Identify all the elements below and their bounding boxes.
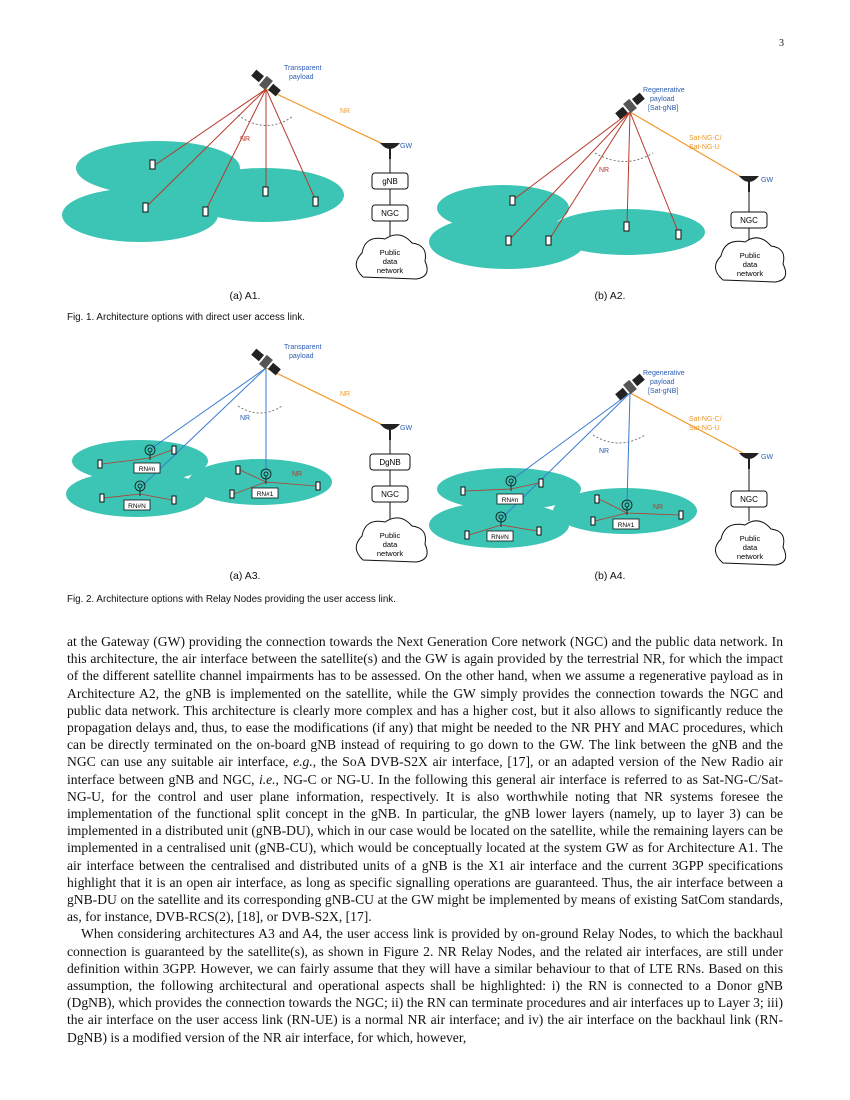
figure-a2 xyxy=(425,78,805,298)
svg-text:RN#N: RN#N xyxy=(128,503,146,510)
svg-text:NR: NR xyxy=(240,136,251,143)
svg-text:GW: GW xyxy=(400,425,413,432)
paragraph-1 xyxy=(67,633,783,925)
svg-text:Regenerativepayload[Sat-gNB]: Regenerative payload [Sat-gNB] xyxy=(643,370,685,395)
svg-text:Publicdatanetwork: Public data network xyxy=(376,248,404,275)
svg-text:GW: GW xyxy=(761,177,774,184)
svg-text:NR: NR xyxy=(292,471,303,478)
dish-icon xyxy=(380,143,400,159)
svg-text:Sat-NG-C/Sat-NG-U: Sat-NG-C/ Sat-NG-U xyxy=(689,135,722,151)
figure-a3 xyxy=(60,338,440,568)
svg-text:GW: GW xyxy=(761,454,774,461)
paragraph-1-text-b: , the SoA DVB-S2X air interface, [17], or an adapted version of the New Radio air interface between gNB and NGC, xyxy=(67,754,783,787)
figure-caption-2: Fig. 2. Architecture options with Relay Nodes providing the user access link. xyxy=(67,594,396,605)
svg-text:NR: NR xyxy=(340,391,351,398)
svg-text:RN#n: RN#n xyxy=(138,466,156,473)
subfigure-label-a4: (b) A4. xyxy=(594,570,626,582)
subfigure-label-a2: (b) A2. xyxy=(594,290,626,302)
svg-text:NGC: NGC xyxy=(381,209,399,218)
subfigure-label-a3: (a) A3. xyxy=(229,570,261,582)
figure-a4 xyxy=(425,365,805,575)
svg-text:Publicdatanetwork: Public data network xyxy=(376,531,404,558)
body-text xyxy=(67,633,783,1046)
svg-text:NR: NR xyxy=(340,108,351,115)
svg-text:Publicdatanetwork: Public data network xyxy=(736,251,764,278)
svg-text:Sat-NG-C/Sat-NG-U: Sat-NG-C/ Sat-NG-U xyxy=(689,416,722,432)
subfigure-label-a1: (a) A1. xyxy=(229,290,261,302)
emphasis-ie: i.e. xyxy=(258,771,276,787)
dish-icon xyxy=(739,453,759,469)
svg-text:GW: GW xyxy=(400,143,413,150)
svg-text:gNB: gNB xyxy=(382,177,398,186)
svg-text:Publicdatanetwork: Public data network xyxy=(736,534,764,561)
svg-text:RN#1: RN#1 xyxy=(617,522,635,529)
paragraph-1-text-c: , NG-C or NG-U. In the following this general air interface is referred to as Sat-NG-C/Sat-NG-U, for the control and user plane information, respectively. It is also worthwhile noting that NR systems foresee the implementation of the functional split concept in the gNB. In particular, the gNB lower layers (namely, up to layer 3) can be implemented in a distributed unit (gNB-DU), which in our case would be located on the satellite, while the remaining layers can be implemented in a centralised unit (gNB-CU), which would be conceptually located at the system GW as for Architecture A1. The air interface between the centralised and distributed units of a gNB is the X1 air interface and the current 3GPP specifications highlight that it is an open air interface, as long as specific signalling operations are guaranteed. Thus, the air interface between a gNB-DU on the satellite and its corresponding gNB-CU at the GW might be implemented by means of existing SatCom standards, as, for instance, DVB-RCS(2), [18], or DVB-S2X, [17]. xyxy=(67,771,783,925)
paragraph-1-text-a: at the Gateway (GW) providing the connection towards the Next Generation Core network (NGC) and the public data network. In this architecture, the air interface between the satellite(s) and the GW is again provided by the terrestrial NR, for which the impact of the different satellite channel impairments has to be assessed. On the other hand, when we assume a regenerative payload as in Architecture A2, the gNB is implemented on the satellite, while the GW simply provides the connection towards the NGC and public data network. This architecture is clearly more complex and has a higher cost, but it also allows to significantly reduce the propagation delays and, thus, to ease the modifications (if any) that might be needed to the NR PHY and MAC procedures, which can be directly terminated on the on-board gNB instead of requiring to go down to the GW. The link between the gNB and the NGC can use any suitable air interface, xyxy=(67,634,783,770)
paragraph-2: When considering architectures A3 and A4, the user access link is provided by on-ground Relay Nodes, to which the backhaul connection is guaranteed by the satellite(s), as shown in Figure 2. NR Relay Nodes, and the related air interfaces, are still under definition within 3GPP. However, we can fairly assume that they will have a similar behaviour to that of LTE RNs. Based on this assumption, the following architectural and operational aspects shall be highlighted: i) the RN is connected to a Donor gNB (DgNB), which provides the connection towards the NGC; ii) the RN can terminate procedures and air interfaces up to Layer 3; iii) the air interface on the user access link (RN-UE) is a normal NR air interface; and iv) the air interface on the backhaul link (RN-DgNB) is a modified version of the NR air interface, for which, however, xyxy=(67,926,783,1045)
svg-text:NGC: NGC xyxy=(740,495,758,504)
svg-text:NR: NR xyxy=(240,415,251,422)
svg-text:DgNB: DgNB xyxy=(379,458,401,467)
svg-text:NR: NR xyxy=(599,167,610,174)
figure-a1 xyxy=(60,55,440,295)
svg-text:Transparentpayload: Transparent payload xyxy=(284,344,322,360)
dish-icon xyxy=(739,176,759,192)
svg-text:RN#n: RN#n xyxy=(501,497,519,504)
svg-text:Transparentpayload: Transparent payload xyxy=(284,65,322,81)
figure-caption-1: Fig. 1. Architecture options with direct user access link. xyxy=(67,312,305,323)
svg-text:NGC: NGC xyxy=(740,216,758,225)
emphasis-eg: e.g. xyxy=(293,754,313,770)
beam-footprint xyxy=(62,188,218,242)
svg-text:NR: NR xyxy=(653,504,664,511)
svg-text:Regenerativepayload[Sat-gNB]: Regenerative payload [Sat-gNB] xyxy=(643,87,685,112)
svg-text:NR: NR xyxy=(599,448,610,455)
svg-text:RN#N: RN#N xyxy=(491,534,509,541)
dish-icon xyxy=(380,424,400,440)
page-number: 3 xyxy=(779,38,784,49)
svg-text:NGC: NGC xyxy=(381,490,399,499)
svg-text:RN#1: RN#1 xyxy=(256,491,274,498)
